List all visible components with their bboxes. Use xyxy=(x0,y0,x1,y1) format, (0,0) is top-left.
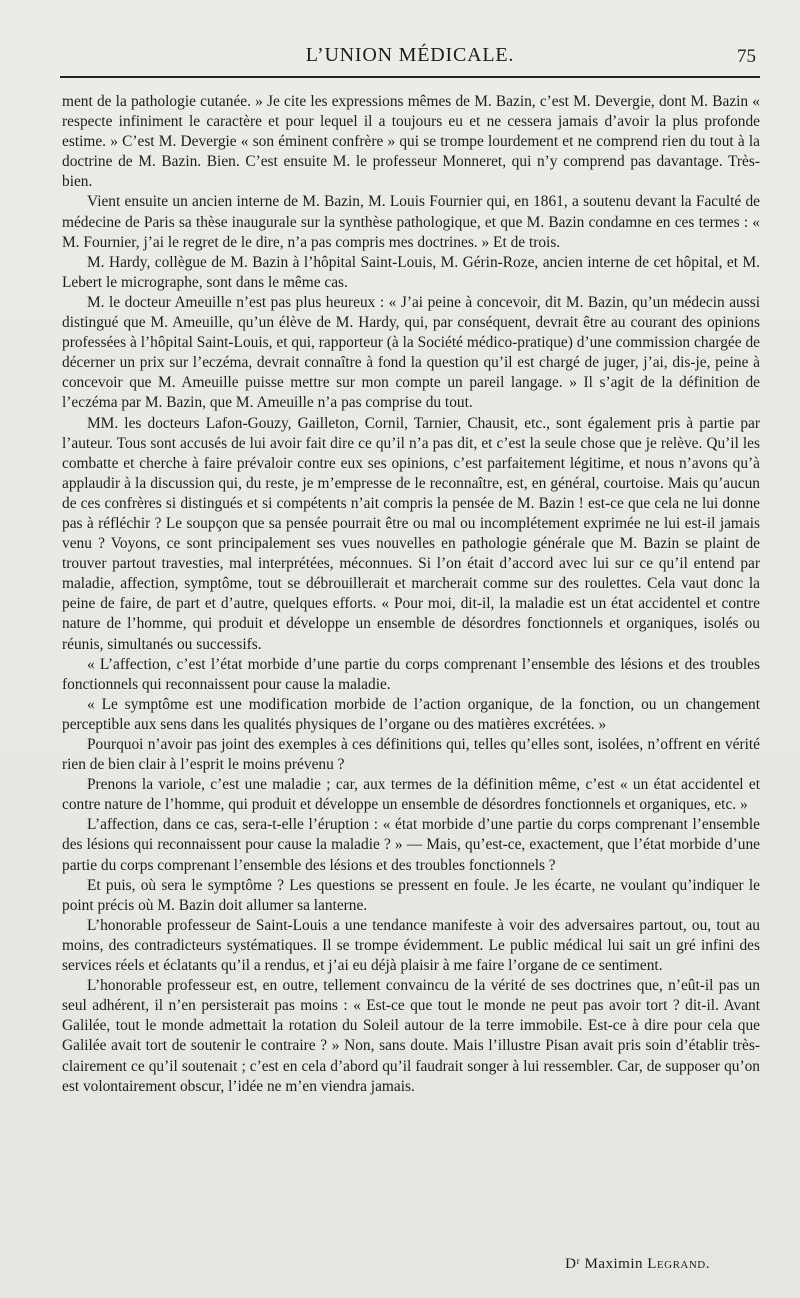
signature-prefix: Dʳ Maximin xyxy=(565,1256,643,1272)
header-rule xyxy=(60,76,760,78)
page-number: 75 xyxy=(737,46,756,67)
signature-surname: Legrand. xyxy=(647,1256,710,1272)
paragraph-10: L’affection, dans ce cas, sera-t-elle l’éruption : « état morbide d’une partie du corps comprenant l’ensemble des lésions qui reconnaissent pour cause la maladie ? » — Mais, qu’est-ce, exactement, que l’état morbide d’une partie du corps comprenant l’ensemble des lésions et des troubles fonctionnels ? xyxy=(62,816,760,874)
paragraph-7: « Le symptôme est une modification morbide de l’action organique, de la fonction, ou un changement perceptible aux sens dans les qualités physiques de l’organe ou des matières excrétées. » xyxy=(62,695,760,733)
article-body xyxy=(62,92,760,1097)
paragraph-2: Vient ensuite un ancien interne de M. Bazin, M. Louis Fournier qui, en 1861, a soutenu devant la Faculté de médecine de Paris sa thèse inaugurale sur la synthèse pathologique, et que M. Bazin condamne en ces termes : « M. Fournier, j’ai le regret de le dire, n’a pas compris mes doctrines. » Et de trois. xyxy=(62,193,760,251)
paragraph-11: Et puis, où sera le symptôme ? Les questions se pressent en foule. Je les écarte, ne voulant qu’indiquer le point précis où M. Bazin doit allumer sa lanterne. xyxy=(62,876,760,914)
paragraph-9: Prenons la variole, c’est une maladie ; car, aux termes de la définition même, c’est « un état accidentel et contre nature de l’homme, qui produit et développe un ensemble de désordres fonctionnels et organiques, etc. » xyxy=(62,776,760,814)
journal-title: L’UNION MÉDICALE. xyxy=(305,44,515,66)
paragraph-13: L’honorable professeur est, en outre, tellement convaincu de la vérité de ses doctrines que, n’eût-il pas un seul adhérent, il n’en persisterait pas moins : « Est-ce que tout le monde ne peut pas avoir tort ? dit-il. Avant Galilée, tout le monde admettait la rotation du Soleil autour de la terre immobile. Est-ce à dire pour cela que Galilée avait tort de soutenir le contraire ? » Non, sans doute. Mais l’illustre Pisan avait pris soin d’établir très-clairement ce qu’il soutenait ; c’est en cela d’abord qu’il faudrait songer à lui ressembler. Car, de supposer qu’on est volontairement obscur, l’idée ne m’en viendra jamais. xyxy=(62,977,760,1095)
paragraph-12: L’honorable professeur de Saint-Louis a une tendance manifeste à voir des adversaires partout, ou, tout au moins, des contradicteurs systématiques. Il se trompe évidemment. Le public médical lui sait un gré infini des services réels et éclatants qu’il a rendus, et j’ai eu déjà plaisir à me faire l’organe de ce sentiment. xyxy=(62,916,760,975)
paragraph-3: M. Hardy, collègue de M. Bazin à l’hôpital Saint-Louis, M. Gérin-Roze, ancien interne de cet hôpital, et M. Lebert le micrographe, sont dans le même cas. xyxy=(62,253,760,291)
paragraph-8: Pourquoi n’avoir pas joint des exemples à ces définitions qui, telles qu’elles sont, isolées, n’offrent en vérité rien de bien clair à l’esprit le moins prévenu ? xyxy=(62,736,760,774)
running-header xyxy=(60,44,760,78)
paragraph-1: ment de la pathologie cutanée. » Je cite les expressions mêmes de M. Bazin, c’est M. Devergie, dont M. Bazin « respecte infiniment le caractère et pour lequel il a toujours eu et ne cessera jamais d’avoir la plus profonde estime. » C’est M. Devergie « son éminent confrère » qui se trompe lourdement et ne comprend rien du tout à la doctrine de M. Bazin. Bien. C’est ensuite M. le professeur Monneret, qui n’y comprend pas davantage. Très-bien. xyxy=(62,93,760,191)
author-signature xyxy=(565,1256,710,1273)
paragraph-4: M. le docteur Ameuille n’est pas plus heureux : « J’ai peine à concevoir, dit M. Bazin, qu’un médecin aussi distingué que M. Ameuille, qu’un élève de M. Hardy, qui, par conséquent, devrait être au courant des opinions professées à l’hôpital Saint-Louis, et qui, rapporteur (à la Société médico-pratique) d’une commission chargée de décerner un prix sur l’eczéma, devrait connaître à fond la question qu’il est chargé de juger, j’ai, dis-je, peine à concevoir que M. Ameuille puisse mettre sur mon compte un pareil langage. » Il s’agit de la définition de l’eczéma par M. Bazin, que M. Ameuille n’a pas comprise du tout. xyxy=(62,293,760,412)
paragraph-6: « L’affection, c’est l’état morbide d’une partie du corps comprenant l’ensemble des lésions et des troubles fonctionnels qui reconnaissent pour cause la maladie. xyxy=(62,655,760,693)
paragraph-5: MM. les docteurs Lafon-Gouzy, Gailleton, Cornil, Tarnier, Chausit, etc., sont également pris à partie par l’auteur. Tous sont accusés de lui avoir fait dire ce qu’il n’a pas dit, et c’est la seule chose que je relève. Qu’il les combatte et cherche à faire prévaloir contre eux ses opinions, c’est parfaitement légitime, et nous n’avons qu’à applaudir à la discussion qui, du reste, je m’empresse de le reconnaître, est, en général, courtoise. Mais qu’aucun de ces confrères si distingués et si compétents n’ait compris la pensée de M. Bazin ! est-ce que cela ne lui donne pas à réfléchir ? Le soupçon que sa pensée pourrait être ou mal ou incomplétement exprimée ne lui est-il jamais venu ? Voyons, ce sont principalement ses vues nouvelles en pathologie générale que M. Bazin se plaint de trouver partout travesties, mal interprétées, méconnues. Si l’on était d’accord avec lui sur ce qu’il entend par maladie, affection, symptôme, tout se débrouillerait et marcherait comme sur des roulettes. Cela vaut donc la peine de faire, de part et d’autre, quelques efforts. « Pour moi, dit-il, la maladie est un état accidentel et contre nature de l’homme, qui produit et développe un ensemble de désordres fonctionnels et organiques, isolés ou réunis, simultanés ou successifs. xyxy=(62,414,760,653)
